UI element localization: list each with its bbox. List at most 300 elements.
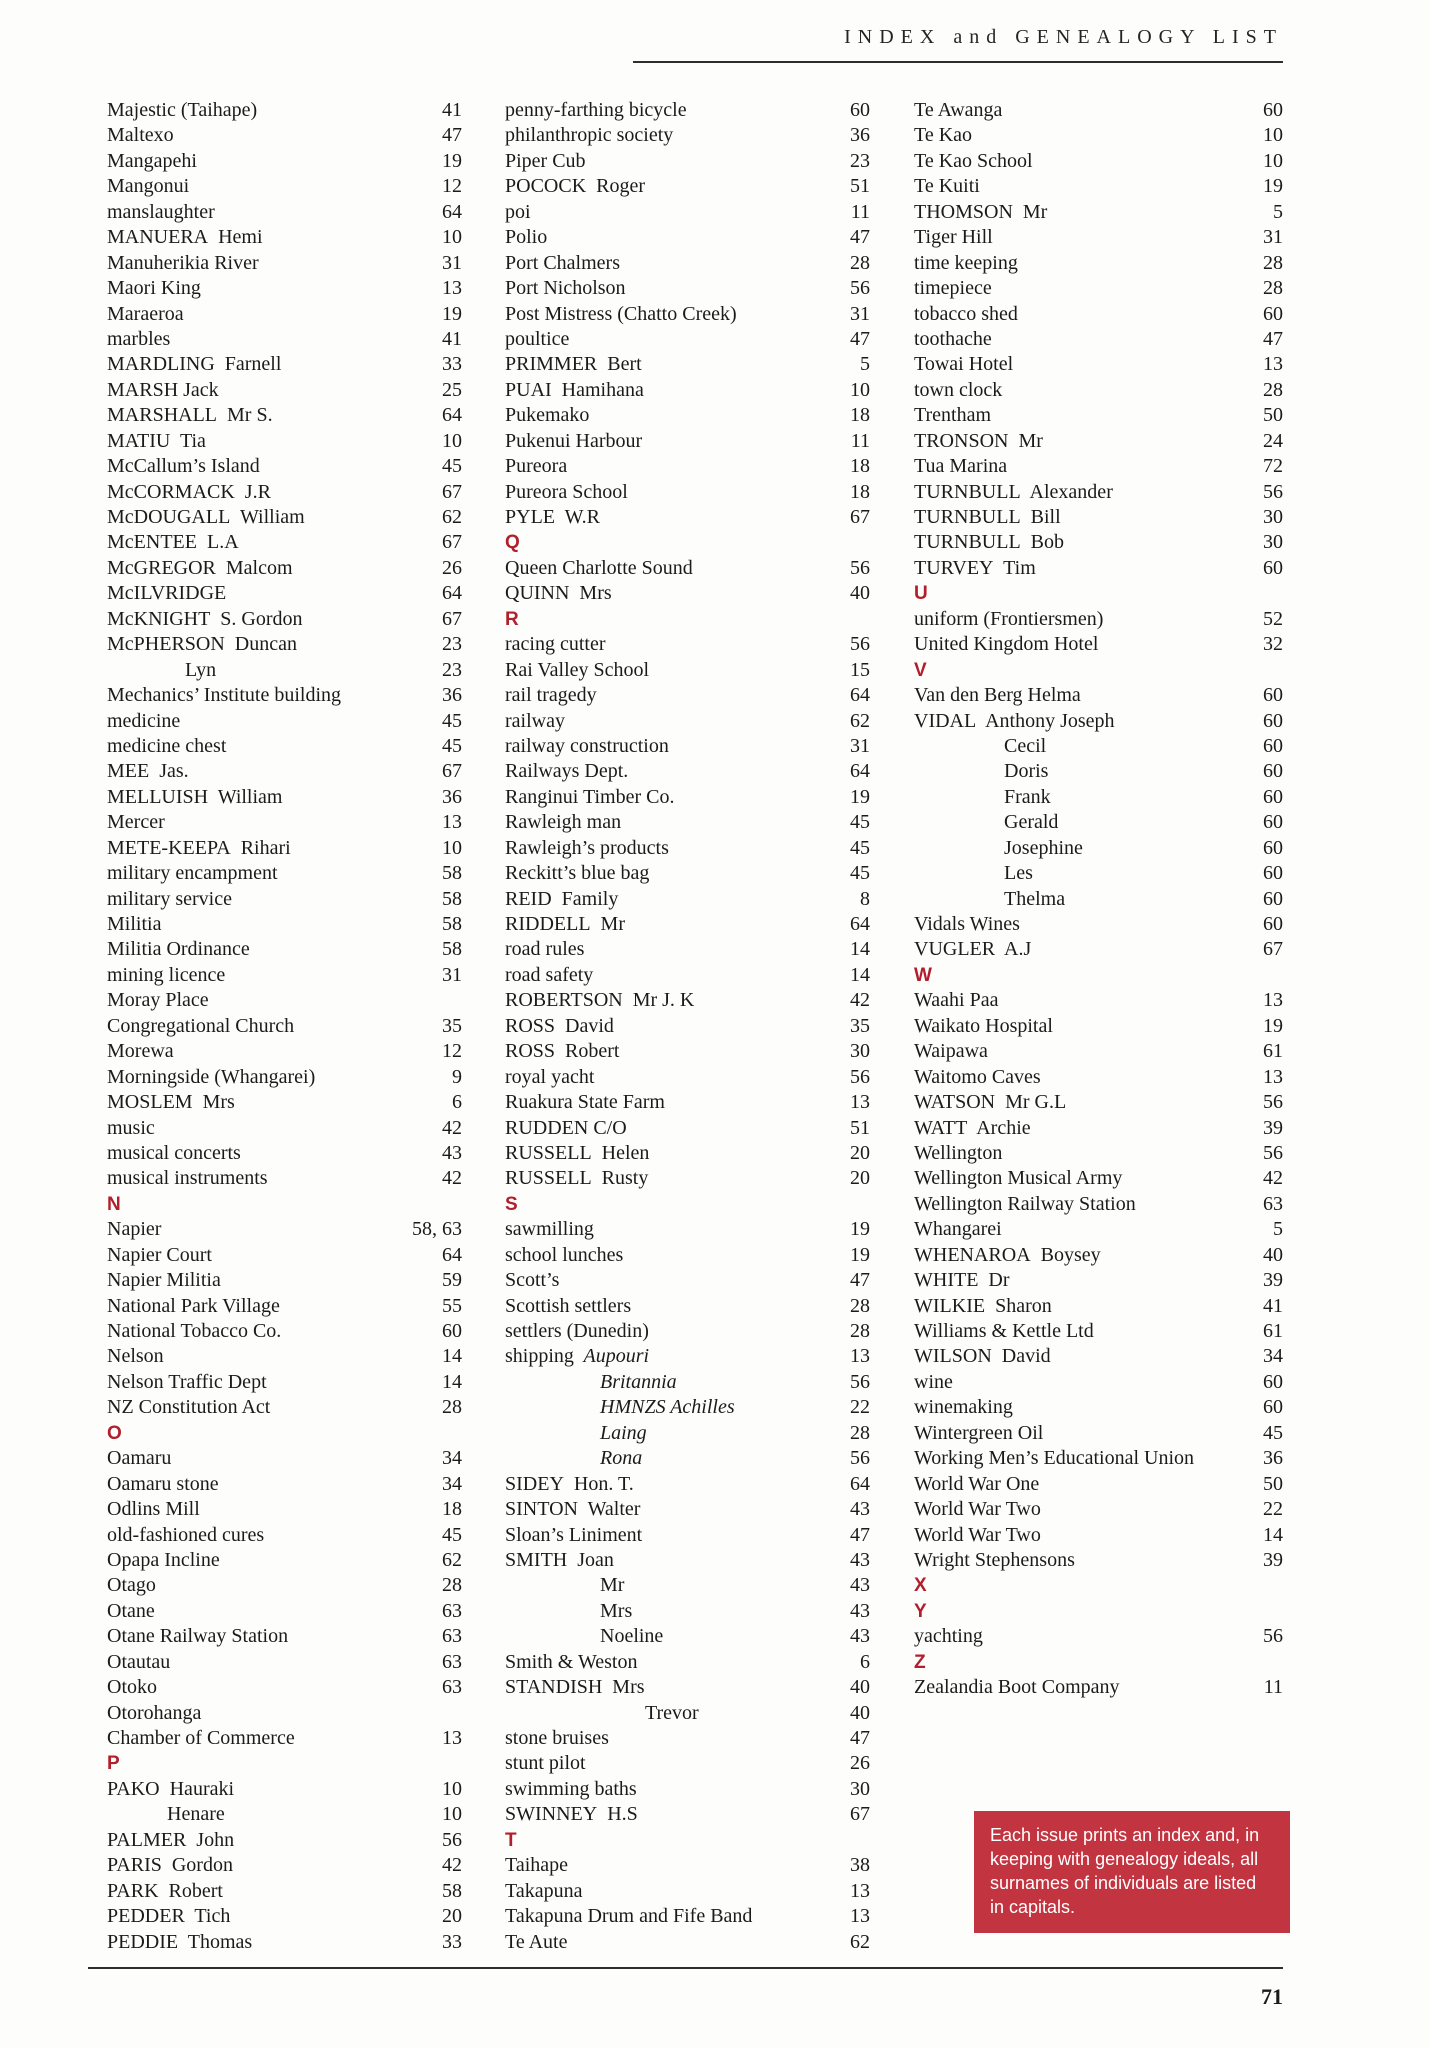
entry-page: 47 [850,1727,870,1749]
entry-label: Reckitt’s blue bag [505,862,650,885]
entry-label: Rawleigh’s products [505,836,669,859]
entry-label: Takapuna Drum and Fife Band [505,1905,753,1928]
index-entry [505,785,870,810]
entry-label: Otane Railway Station [107,1625,289,1648]
index-entry [505,251,870,276]
index-entry [914,1472,1283,1497]
entry-label: Whangarei [914,1218,1002,1241]
entry-page: 15 [850,658,870,681]
entry-label: poi [505,200,531,223]
entry-label: medicine [107,709,181,732]
index-entry [505,887,870,912]
index-entry [107,1014,462,1039]
entry-label: WILSON David [914,1345,1051,1368]
index-entry [107,1294,462,1319]
entry-page: 31 [442,251,462,274]
index-entry [107,1650,462,1675]
entry-page: 45 [850,811,870,834]
entry-label: Towai Hotel [914,353,1014,376]
entry-label: METE-KEEPA Rihari [107,836,291,859]
section-letter: X [914,1575,928,1597]
index-entry [914,1065,1283,1090]
entry-page: 64 [442,404,462,427]
index-entry [914,1268,1283,1293]
entry-page: 56 [850,277,870,300]
entry-page: 28 [1263,277,1283,300]
index-entry [505,912,870,937]
entry-label: PEDDIE Thomas [107,1930,253,1953]
index-entry [914,709,1283,734]
index-entry [107,734,462,759]
entry-page: 13 [1263,989,1283,1012]
entry-page: 13 [442,811,462,834]
entry-label: Rawleigh man [505,811,622,834]
entry-page: 42 [442,1854,462,1877]
index-entry [107,1268,462,1293]
section-letter: P [107,1753,121,1775]
index-entry [914,123,1283,148]
entry-label: poultice [505,327,570,350]
entry-page: 58 [442,938,462,961]
index-entry [107,1217,462,1242]
entry-label: SINTON Walter [505,1498,641,1521]
entry-page: 31 [850,734,870,757]
entry-page: 30 [850,1040,870,1063]
entry-label: PALMER John [107,1828,235,1851]
entry-page: 60 [850,99,870,121]
index-entry [914,1446,1283,1471]
entry-label: National Tobacco Co. [107,1320,282,1342]
entry-page: 24 [1263,429,1283,452]
entry-label: ROBERTSON Mr J. K [505,989,695,1012]
entry-page: 5 [1273,200,1283,223]
section-letter-row [505,1192,870,1217]
entry-label: stunt pilot [505,1752,586,1775]
index-entry [107,123,462,148]
entry-page: 36 [850,124,870,147]
index-entry [505,1421,870,1446]
index-entry [505,1777,870,1802]
index-entry [914,1675,1283,1700]
entry-page: 9 [452,1065,462,1088]
entry-page: 19 [850,1243,870,1266]
entry-label: shipping Aupouri [505,1345,650,1368]
entry-page: 67 [442,607,462,630]
entry-label: Oamaru stone [107,1472,219,1495]
entry-page: 10 [442,1777,462,1800]
entry-page: 41 [1263,1294,1283,1317]
entry-page: 60 [1263,734,1283,757]
index-entry [505,1217,870,1242]
entry-page: 60 [1263,836,1283,859]
entry-page: 31 [1263,226,1283,249]
entry-label: HMNZS Achilles [600,1396,735,1419]
entry-label: sawmilling [505,1218,594,1241]
index-entry [914,1319,1283,1344]
entry-label: McCallum’s Island [107,455,260,478]
entry-page: 20 [850,1141,870,1164]
index-entry [505,1523,870,1548]
entry-page: 13 [850,1345,870,1368]
entry-label: winemaking [914,1396,1013,1419]
entry-page: 43 [850,1548,870,1571]
index-entry [914,937,1283,962]
entry-page: 56 [1263,1625,1283,1648]
entry-label: military service [107,887,232,910]
index-entry [107,302,462,327]
index-entry [914,225,1283,250]
index-entry [914,607,1283,632]
index-entry [505,1395,870,1420]
section-letter-row [505,530,870,555]
index-entry [505,1650,870,1675]
section-letter: T [505,1829,518,1851]
entry-label: railway construction [505,734,669,757]
index-entry [107,937,462,962]
entry-page: 60 [1263,684,1283,707]
entry-page: 10 [1263,149,1283,172]
index-entry [107,429,462,454]
entry-page: 52 [1263,607,1283,630]
entry-page: 60 [1263,887,1283,910]
entry-page: 56 [1263,480,1283,503]
entry-label: TURVEY Tim [914,556,1036,579]
index-entry [505,658,870,683]
entry-label: Josephine [1004,836,1083,859]
index-entry [107,709,462,734]
index-entry [107,1573,462,1598]
entry-label: Militia Ordinance [107,938,250,961]
entry-page: 47 [850,1523,870,1546]
index-entry [505,1446,870,1471]
index-entry [505,1116,870,1141]
index-entry [505,1014,870,1039]
entry-page: 50 [1263,404,1283,427]
entry-page: 56 [850,1370,870,1393]
entry-page: 60 [1263,709,1283,732]
index-entry [505,327,870,352]
index-entry [107,658,462,683]
entry-label: timepiece [914,277,992,300]
entry-page: 56 [850,1065,870,1088]
index-entry [914,556,1283,581]
entry-page: 64 [442,200,462,223]
index-entry [505,480,870,505]
index-entry [505,454,870,479]
section-letter: Q [505,532,521,554]
entry-label: MEE Jas. [107,760,189,783]
index-entry [914,454,1283,479]
entry-page: 31 [850,302,870,325]
entry-label: Noeline [600,1625,664,1648]
index-entry [914,327,1283,352]
index-entry [505,1624,870,1649]
entry-label: WHITE Dr [914,1269,1010,1292]
entry-page: 56 [850,633,870,656]
entry-label: McDOUGALL William [107,506,305,528]
entry-page: 40 [850,1676,870,1699]
entry-label: MANUERA Hemi [107,226,263,249]
index-entry [107,1701,462,1726]
section-letter: U [914,583,929,605]
index-entry [107,530,462,555]
index-entry [505,683,870,708]
index-entry [505,963,870,988]
index-column-2 [505,98,870,1955]
index-entry [505,1039,870,1064]
section-letter: O [107,1422,123,1444]
entry-label: Oamaru [107,1447,172,1470]
entry-label: uniform (Frontiersmen) [914,607,1104,630]
entry-label: SIDEY Hon. T. [505,1472,634,1495]
entry-label: Te Kao School [914,149,1033,172]
entry-page: 5 [1273,1218,1283,1241]
entry-label: philanthropic society [505,124,674,147]
note-text: Each issue prints an index and, in keeping with genealogy ideals, all surnames of individuals are listed in capitals. [990,1825,1260,1917]
entry-label: Williams & Kettle Ltd [914,1320,1094,1342]
entry-label: Napier Militia [107,1269,221,1292]
entry-label: Pureora [505,455,568,478]
entry-label: Te Kao [914,124,973,147]
entry-label: Sloan’s Liniment [505,1523,643,1546]
index-entry [914,276,1283,301]
entry-page: 67 [850,506,870,528]
entry-page: 58 [442,887,462,910]
entry-page: 41 [442,99,462,121]
entry-label: RUSSELL Helen [505,1141,650,1164]
entry-page: 39 [1263,1548,1283,1571]
entry-page: 10 [442,1803,462,1826]
index-column-3 [914,98,1283,1701]
entry-page: 45 [442,734,462,757]
entry-label: Odlins Mill [107,1498,200,1521]
entry-label: Van den Berg Helma [914,684,1081,707]
entry-page: 18 [850,480,870,503]
entry-label: PYLE W.R [505,506,601,528]
entry-label: toothache [914,327,992,350]
entry-page: 13 [442,277,462,300]
index-entry [914,1192,1283,1217]
entry-page: 63 [1263,1192,1283,1215]
entry-page: 60 [1263,556,1283,579]
section-letter-row [107,1751,462,1776]
section-letter: W [914,964,933,986]
index-entry [914,1421,1283,1446]
index-entry [914,1090,1283,1115]
entry-page: 58 [442,1879,462,1902]
page-number: 71 [1261,1984,1283,2009]
entry-page: 28 [850,1421,870,1444]
entry-page: 40 [1263,1243,1283,1266]
entry-page: 64 [850,913,870,935]
entry-label: Pukenui Harbour [505,429,643,452]
entry-page: 23 [442,658,462,681]
entry-label: Scott’s [505,1269,560,1292]
entry-label-italic: Aupouri [573,1345,650,1368]
entry-label: PARK Robert [107,1879,223,1902]
entry-label: VIDAL Anthony Joseph [914,709,1115,732]
index-entry [107,505,462,530]
entry-page: 60 [1263,1370,1283,1393]
entry-label: Tiger Hill [914,226,993,249]
index-entry [107,1243,462,1268]
entry-label: Otautau [107,1650,171,1673]
index-entry [505,1472,870,1497]
entry-page: 10 [850,378,870,401]
entry-label: World War Two [914,1523,1041,1546]
entry-label: Ruakura State Farm [505,1091,665,1114]
entry-label: Rai Valley School [505,658,650,681]
entry-label: Congregational Church [107,1014,295,1037]
entry-label: SMITH Joan [505,1548,614,1571]
entry-label: manslaughter [107,200,215,223]
entry-label: Waipawa [914,1040,988,1063]
entry-page: 63 [442,1625,462,1648]
index-entry [914,98,1283,123]
entry-page: 34 [442,1447,462,1470]
entry-page: 62 [850,709,870,732]
entry-label: Te Awanga [914,99,1003,121]
index-entry [107,251,462,276]
entry-label: Pureora School [505,480,628,503]
entry-label: Otago [107,1574,156,1597]
entry-label: MARSH Jack [107,378,219,401]
entry-label: Queen Charlotte Sound [505,556,693,579]
index-entry [107,1395,462,1420]
entry-label: McGREGOR Malcom [107,556,293,579]
entry-page: 60 [1263,99,1283,121]
entry-label: Napier [107,1218,162,1241]
index-entry [505,1548,870,1573]
index-entry [914,302,1283,327]
entry-page: 18 [850,404,870,427]
entry-page: 43 [850,1625,870,1648]
index-entry [107,1904,462,1929]
index-entry [107,98,462,123]
entry-label: TURNBULL Alexander [914,480,1113,503]
entry-page: 5 [860,353,870,376]
entry-page: 67 [850,1803,870,1826]
entry-label: Doris [1004,760,1049,783]
index-entry [914,251,1283,276]
entry-label: QUINN Mrs [505,582,612,605]
entry-label: Thelma [1004,887,1066,910]
entry-page: 60 [442,1320,462,1342]
index-entry [505,937,870,962]
index-entry [505,1701,870,1726]
entry-label: tobacco shed [914,302,1018,325]
index-entry [505,1675,870,1700]
entry-page: 36 [1263,1447,1283,1470]
index-entry [107,1828,462,1853]
index-entry [505,378,870,403]
index-entry [505,1573,870,1598]
entry-page: 55 [442,1294,462,1317]
entry-page: 28 [850,251,870,274]
index-entry [107,581,462,606]
section-letter: Z [914,1651,927,1673]
entry-page: 43 [442,1141,462,1164]
index-entry [914,861,1283,886]
entry-label: Smith & Weston [505,1650,638,1673]
entry-label: musical concerts [107,1141,241,1164]
entry-page: 42 [1263,1167,1283,1190]
index-entry [505,1294,870,1319]
index-entry [505,403,870,428]
entry-page: 35 [850,1014,870,1037]
entry-label: Wellington Railway Station [914,1192,1136,1215]
index-entry [107,1141,462,1166]
index-entry [107,1166,462,1191]
index-entry [107,1726,462,1751]
entry-label: Mangonui [107,175,190,198]
index-entry [107,632,462,657]
entry-page: 6 [860,1650,870,1673]
entry-label: Taihape [505,1854,569,1877]
entry-label: Wright Stephensons [914,1548,1075,1571]
index-entry [107,1802,462,1827]
entry-label: Nelson Traffic Dept [107,1370,267,1393]
entry-label: ROSS Robert [505,1040,620,1063]
entry-label: Waitomo Caves [914,1065,1041,1088]
entry-page: 45 [850,836,870,859]
entry-label: wine [914,1370,953,1393]
entry-page: 58, 63 [412,1218,462,1241]
entry-label: STANDISH Mrs [505,1676,645,1699]
entry-page: 47 [1263,327,1283,350]
entry-page: 42 [442,1167,462,1190]
entry-page: 11 [850,200,870,223]
index-entry [505,556,870,581]
entry-label: Maltexo [107,124,174,147]
entry-page: 60 [1263,1396,1283,1419]
entry-label: yachting [914,1625,983,1648]
index-entry [914,174,1283,199]
entry-page: 10 [442,836,462,859]
index-entry [107,1319,462,1344]
entry-page: 13 [850,1905,870,1928]
entry-page: 62 [442,506,462,528]
entry-label: Lyn [185,658,217,681]
index-entry [914,887,1283,912]
index-entry [107,200,462,225]
entry-page: 67 [442,760,462,783]
entry-label: National Park Village [107,1294,280,1317]
entry-page: 61 [1263,1040,1283,1063]
entry-label: Morewa [107,1040,174,1063]
entry-label: penny-farthing bicycle [505,99,687,121]
index-entry [107,810,462,835]
entry-label: Polio [505,226,548,249]
index-entry [914,1243,1283,1268]
entry-page: 56 [442,1828,462,1851]
entry-page: 32 [1263,633,1283,656]
section-letter-row [914,963,1283,988]
entry-page: 19 [442,302,462,325]
index-entry [107,1446,462,1471]
index-entry [914,1344,1283,1369]
entry-label: rail tragedy [505,684,597,707]
entry-label: NZ Constitution Act [107,1396,271,1419]
entry-label: Maraeroa [107,302,184,325]
entry-label: Frank [1004,785,1051,808]
entry-label: Trentham [914,404,992,427]
entry-page: 13 [850,1091,870,1114]
entry-page: 19 [1263,175,1283,198]
index-entry [505,302,870,327]
entry-page: 11 [850,429,870,452]
index-entry [107,607,462,632]
